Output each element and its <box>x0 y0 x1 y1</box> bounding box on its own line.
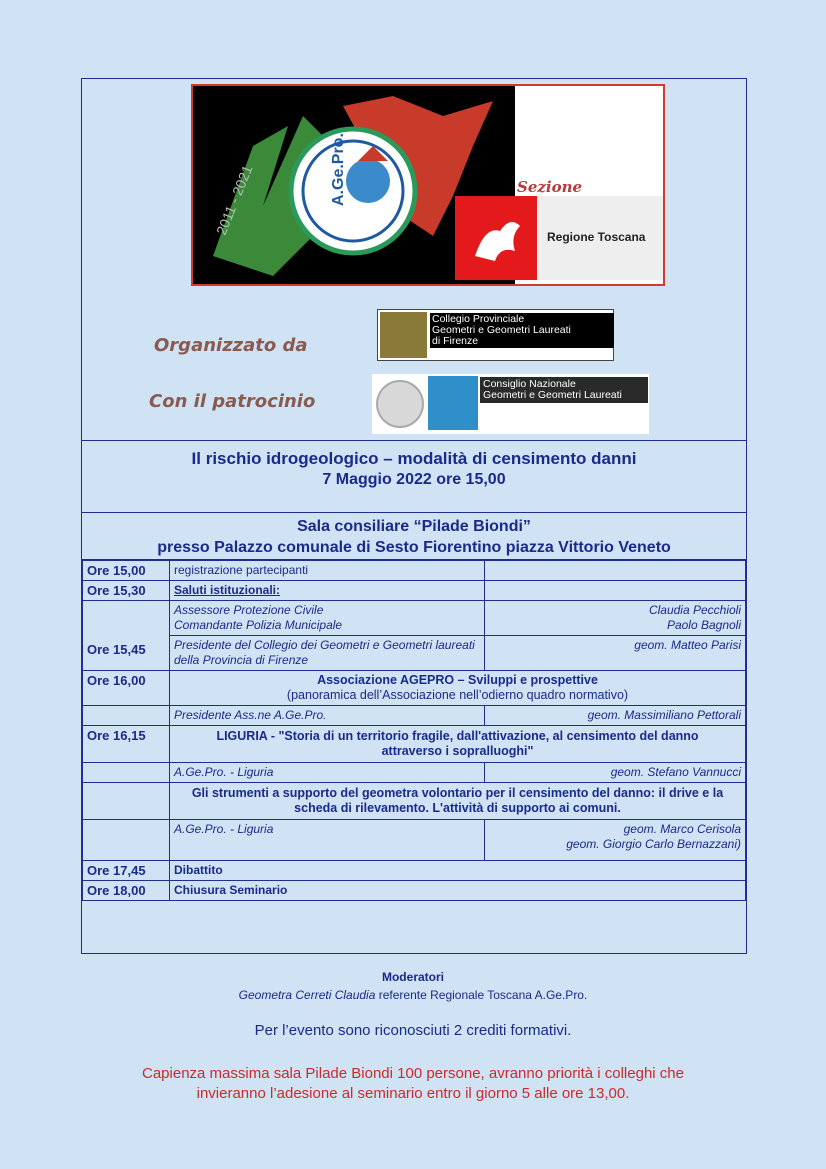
emblem-icon <box>376 380 424 428</box>
time-cell: Ore 18,00 <box>83 881 170 901</box>
table-row <box>83 636 746 671</box>
event-date: 7 Maggio 2022 ore 15,00 <box>322 471 506 488</box>
time-cell <box>83 820 170 861</box>
program-table <box>82 560 746 901</box>
table-row <box>83 706 746 726</box>
regione-toscana-logo <box>455 196 663 280</box>
time-cell <box>83 783 170 820</box>
desc-cell: Presidente del Collegio dei Geometri e Geometri laureati della Provincia di Firenze <box>170 636 485 671</box>
table-row <box>83 726 746 763</box>
table-row <box>83 671 746 706</box>
desc-cell: Dibattito <box>170 861 746 881</box>
name-cell <box>485 581 746 601</box>
organizzato-da-label: Organizzato da <box>154 335 308 356</box>
table-row <box>83 561 746 581</box>
patrocinio-label: Con il patrocinio <box>149 391 316 412</box>
time-cell: Ore 16,15 <box>83 726 170 763</box>
desc-cell: Presidente Ass.ne A.Ge.Pro. <box>170 706 485 726</box>
time-cell: Ore 16,00 <box>83 671 170 706</box>
collegio-text: Collegio Provinciale Geometri e Geometri Laureati di Firenze <box>430 313 614 348</box>
time-cell: Ore 15,00 <box>83 561 170 581</box>
name-cell: geom. Matteo Parisi <box>485 636 746 671</box>
table-row <box>83 601 746 636</box>
desc-cell: Chiusura Seminario <box>170 881 746 901</box>
name-cell: geom. Marco Cerisola geom. Giorgio Carlo Bernazzani) <box>485 820 746 861</box>
table-row <box>83 763 746 783</box>
table-row <box>83 820 746 861</box>
time-cell: Ore 15,45 <box>83 601 170 671</box>
title-text: Il rischio idrogeologico – modalità di censimento danni <box>191 449 637 468</box>
moderator-name: Geometra Cerreti Claudia <box>238 988 376 1002</box>
crediti-text: Per l’evento sono riconosciuti 2 crediti formativi. <box>254 1022 572 1039</box>
name-cell <box>485 561 746 581</box>
desc-cell: Saluti istituzionali: <box>170 581 485 601</box>
name-cell: geom. Massimiliano Pettorali <box>485 706 746 726</box>
table-row <box>83 881 746 901</box>
event-title <box>82 440 746 513</box>
pegasus-icon <box>455 196 537 280</box>
session-cell: LIGURIA - "Storia di un territorio fragile, dall'attivazione, al censimento del danno attraverso i sopralluoghi" <box>170 726 746 763</box>
venue <box>82 512 746 560</box>
collegio-firenze-logo <box>377 309 614 361</box>
time-cell: Ore 17,45 <box>83 861 170 881</box>
moderator-role: referente Regionale Toscana A.Ge.Pro. <box>375 988 588 1002</box>
desc-cell: registrazione partecipanti <box>170 561 485 581</box>
table-row <box>83 861 746 881</box>
agepro-logo <box>191 84 665 286</box>
desc-cell: A.Ge.Pro. - Liguria <box>170 763 485 783</box>
sezione-text: Sezione <box>517 178 583 196</box>
time-cell: Ore 15,30 <box>83 581 170 601</box>
table-row <box>83 783 746 820</box>
collegio-logo-icon <box>380 312 427 358</box>
desc-cell: Assessore Protezione Civile Comandante Polizia Municipale <box>170 601 485 636</box>
time-cell <box>83 763 170 783</box>
consiglio-nazionale-logo <box>372 374 649 434</box>
name-cell: geom. Stefano Vannucci <box>485 763 746 783</box>
consiglio-text: Consiglio Nazionale Geometri e Geometri Laureati <box>480 377 648 403</box>
venue-line-2: presso Palazzo comunale di Sesto Fiorentino piazza Vittorio Veneto <box>157 539 671 556</box>
logo-acronym: A.Ge.Pro. <box>330 133 347 206</box>
header-section <box>82 79 746 441</box>
moderatori-line <box>0 988 826 1002</box>
session-cell: Associazione AGEPRO – Sviluppi e prospettive (panoramica dell’Associazione nell’odierno quadro normativo) <box>170 671 746 706</box>
regione-toscana-text: Regione Toscana <box>547 230 646 244</box>
cng-logo-icon <box>428 376 478 430</box>
session-cell: Gli strumenti a supporto del geometra volontario per il censimento del danno: il drive e la scheda di rilevamento. L'attività di supporto ai comuni. <box>170 783 746 820</box>
time-cell <box>83 706 170 726</box>
logo-years: 2011 - 2021 <box>212 162 256 238</box>
document-frame <box>81 78 747 954</box>
moderatori-heading: Moderatori <box>381 970 444 984</box>
venue-line-1: Sala consiliare “Pilade Biondi” <box>297 518 531 535</box>
desc-cell: A.Ge.Pro. - Liguria <box>170 820 485 861</box>
capienza-text: Capienza massima sala Pilade Biondi 100 persone, avranno priorità i colleghi che invieranno l’adesione al seminario entro il giorno 5 alle ore 13,00. <box>142 1065 684 1102</box>
name-cell: Claudia Pecchioli Paolo Bagnoli <box>485 601 746 636</box>
table-row <box>83 581 746 601</box>
